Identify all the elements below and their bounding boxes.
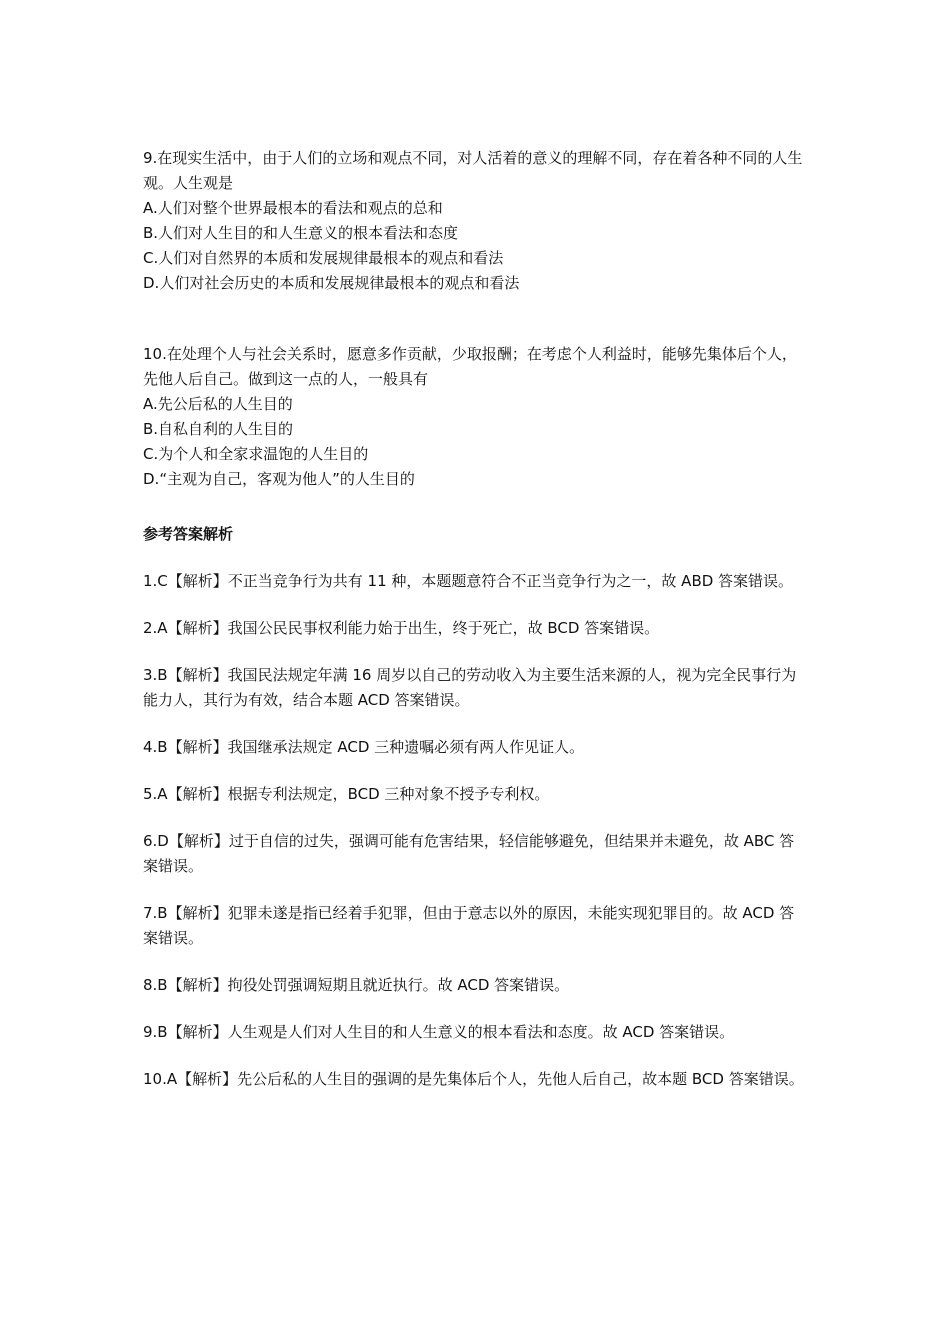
answer-item: 2.A【解析】我国公民民事权利能力始于出生，终于死亡，故 BCD 答案错误。 [143, 619, 660, 637]
answer-item: 9.B【解析】人生观是人们对人生目的和人生意义的根本看法和态度。故 ACD 答案错误。 [143, 1023, 735, 1041]
answer-item: 1.C【解析】不正当竞争行为共有 11 种，本题题意符合不正当竞争行为之一，故 ABD 答案错误。 [143, 572, 794, 590]
answer-section-title: 参考答案解析 [143, 525, 234, 543]
option-a: A.先公后私的人生目的 [143, 395, 293, 413]
answer-item: 6.D【解析】过于自信的过失，强调可能有危害结果，轻信能够避免，但结果并未避免，故 ABC 答案错误。 [143, 832, 795, 875]
answer-list [143, 569, 809, 1092]
spacer [143, 296, 809, 342]
option-a: A.人们对整个世界最根本的看法和观点的总和 [143, 199, 443, 217]
answer-item: 3.B【解析】我国民法规定年满 16 周岁以自己的劳动收入为主要生活来源的人，视为完全民事行为能力人，其行为有效，结合本题 ACD 答案错误。 [143, 666, 797, 709]
option-d: D.人们对社会历史的本质和发展规律最根本的观点和看法 [143, 274, 520, 292]
question-stem: 9.在现实生活中，由于人们的立场和观点不同，对人活着的意义的理解不同，存在着各种不同的人生观。人生观是 [143, 149, 803, 192]
answer-item: 8.B【解析】拘役处罚强调短期且就近执行。故 ACD 答案错误。 [143, 976, 570, 994]
option-c: C.为个人和全家求温饱的人生目的 [143, 445, 369, 463]
option-c: C.人们对自然界的本质和发展规律最根本的观点和看法 [143, 249, 504, 267]
question-10 [143, 342, 809, 492]
question-stem: 10.在处理个人与社会关系时，愿意多作贡献，少取报酬；在考虑个人利益时，能够先集体后个人，先他人后自己。做到这一点的人，一般具有 [143, 345, 797, 388]
question-9 [143, 146, 809, 296]
document-page [143, 146, 809, 1114]
option-d: D.“主观为自己，客观为他人”的人生目的 [143, 470, 415, 488]
answer-item: 5.A【解析】根据专利法规定，BCD 三种对象不授予专利权。 [143, 785, 550, 803]
answer-item: 7.B【解析】犯罪未遂是指已经着手犯罪，但由于意志以外的原因，未能实现犯罪目的。故 ACD 答案错误。 [143, 904, 795, 947]
option-b: B.人们对人生目的和人生意义的根本看法和态度 [143, 224, 459, 242]
option-b: B.自私自利的人生目的 [143, 420, 294, 438]
answer-item: 10.A【解析】先公后私的人生目的强调的是先集体后个人，先他人后自己，故本题 BCD 答案错误。 [143, 1070, 804, 1088]
answer-item: 4.B【解析】我国继承法规定 ACD 三种遗嘱必须有两人作见证人。 [143, 738, 585, 756]
